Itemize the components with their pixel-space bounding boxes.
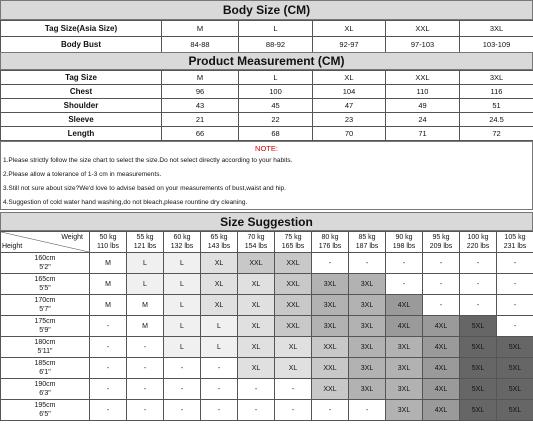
product-cell: 96 [162,85,239,99]
suggestion-cell: - [423,274,460,295]
product-cell: 24.5 [460,113,533,127]
notes-title: NOTE: [255,144,278,153]
suggestion-cell: - [497,316,533,337]
suggestion-cell: XL [201,274,238,295]
height-cm: 195cm [34,402,56,409]
product-size: XXL [386,71,460,85]
body-bust-row [1,37,533,53]
product-cell: 43 [162,99,239,113]
product-shoulder-row [1,99,533,113]
suggestion-row [1,316,533,337]
suggestion-cell: XL [275,337,312,358]
suggestion-cell: 4XL [386,295,423,316]
suggestion-cell: 5XL [460,400,497,421]
body-bust-label: Body Bust [1,37,162,53]
suggestion-cell: XXL [312,379,349,400]
weight-height-corner [1,232,90,253]
product-cell: 45 [239,99,313,113]
suggestion-cell: - [238,379,275,400]
suggestion-cell: - [460,274,497,295]
product-chest-row [1,85,533,99]
height-ft: 5'2" [39,264,51,271]
suggestion-cell: 5XL [497,337,533,358]
suggestion-cell: 5XL [460,358,497,379]
suggestion-cell: XL [238,337,275,358]
suggestion-cell: M [90,253,127,274]
body-size-size: M [162,21,239,37]
product-cell: 51 [460,99,533,113]
body-bust-value: 103-109 [460,37,533,53]
height-cell [1,400,90,421]
height-cm: 185cm [34,360,56,367]
suggestion-cell: L [164,316,201,337]
product-cell: 22 [239,113,313,127]
weight-header: 75 kg 165 lbs [275,232,312,253]
height-cm: 180cm [34,339,56,346]
suggestion-cell: XXL [312,337,349,358]
suggestion-cell: XXL [238,253,275,274]
suggestion-cell: - [497,274,533,295]
height-cm: 160cm [34,255,56,262]
height-cell [1,316,90,337]
suggestion-cell: - [312,253,349,274]
suggestion-cell: 3XL [386,337,423,358]
suggestion-cell: 3XL [349,295,386,316]
suggestion-cell: - [423,253,460,274]
suggestion-cell: - [164,358,201,379]
suggestion-cell: 4XL [423,358,460,379]
suggestion-cell: 5XL [497,400,533,421]
suggestion-cell: M [127,316,164,337]
height-ft: 5'11" [37,348,53,355]
body-bust-value: 88-92 [239,37,313,53]
weight-header: 85 kg 187 lbs [349,232,386,253]
suggestion-cell: 5XL [460,337,497,358]
product-cell: 21 [162,113,239,127]
suggestion-cell: 3XL [349,316,386,337]
product-cell: 49 [386,99,460,113]
suggestion-cell: 5XL [497,358,533,379]
suggestion-cell: XL [238,295,275,316]
suggestion-cell: 4XL [423,337,460,358]
body-size-header-row [1,21,533,37]
note-line: 4.Suggestion of cold water hand washing,do not bleach,please rountine dry cleaning. [3,199,248,206]
product-size: M [162,71,239,85]
suggestion-cell: - [164,379,201,400]
suggestion-row [1,379,533,400]
suggestion-cell: XXL [275,253,312,274]
suggestion-cell: M [90,274,127,295]
suggestion-cell: - [127,400,164,421]
product-row-label: Shoulder [1,99,162,113]
height-ft: 6'5" [39,411,51,418]
suggestion-cell: - [386,253,423,274]
suggestion-cell: XL [238,274,275,295]
suggestion-title: Size Suggestion [0,212,533,231]
weight-header: 70 kg 154 lbs [238,232,275,253]
suggestion-cell: - [497,253,533,274]
weight-header: 60 kg 132 lbs [164,232,201,253]
suggestion-cell: 5XL [460,379,497,400]
suggestion-row [1,337,533,358]
suggestion-cell: M [90,295,127,316]
suggestion-row [1,295,533,316]
product-cell: 70 [313,127,386,141]
suggestion-cell: 3XL [312,295,349,316]
product-cell: 47 [313,99,386,113]
product-sleeve-row [1,113,533,127]
height-cm: 165cm [34,276,56,283]
weight-header: 55 kg 121 lbs [127,232,164,253]
suggestion-cell: XXL [312,358,349,379]
suggestion-cell: - [90,379,127,400]
height-cell [1,337,90,358]
suggestion-cell: - [127,358,164,379]
body-size-title: Body Size (CM) [0,0,533,20]
suggestion-cell: XXL [275,316,312,337]
product-cell: 72 [460,127,533,141]
body-size-size: L [239,21,313,37]
suggestion-cell: - [312,400,349,421]
suggestion-cell: XL [238,358,275,379]
suggestion-table [0,231,533,421]
weight-header: 90 kg 198 lbs [386,232,423,253]
weight-label: Weight [61,234,83,241]
suggestion-cell: - [460,295,497,316]
suggestion-cell: - [201,379,238,400]
height-cell [1,358,90,379]
suggestion-cell: 3XL [349,274,386,295]
notes-box [0,141,533,210]
product-length-row [1,127,533,141]
suggestion-cell: - [201,358,238,379]
height-ft: 6'1" [39,369,51,376]
body-size-size: 3XL [460,21,533,37]
suggestion-cell: 3XL [312,316,349,337]
suggestion-cell: - [90,316,127,337]
product-header-row [1,71,533,85]
product-title: Product Measurement (CM) [0,52,533,70]
note-line: 3.Still not sure about size?We'd love to advise based on your measurements of bust,waist and hip. [3,185,286,192]
suggestion-cell: L [201,337,238,358]
weight-header: 105 kg 231 lbs [497,232,533,253]
suggestion-cell: - [275,400,312,421]
height-cell [1,253,90,274]
suggestion-cell: 3XL [349,358,386,379]
body-size-size: XL [313,21,386,37]
suggestion-cell: L [164,295,201,316]
suggestion-cell: 4XL [423,379,460,400]
suggestion-cell: - [127,379,164,400]
suggestion-cell: XXL [275,295,312,316]
suggestion-cell: 3XL [386,358,423,379]
suggestion-cell: - [90,400,127,421]
product-cell: 116 [460,85,533,99]
suggestion-cell: L [164,274,201,295]
suggestion-cell: XL [238,316,275,337]
product-cell: 66 [162,127,239,141]
suggestion-cell: XL [275,358,312,379]
height-cell [1,379,90,400]
suggestion-row [1,358,533,379]
suggestion-cell: 3XL [349,337,386,358]
product-cell: 104 [313,85,386,99]
suggestion-cell: - [164,400,201,421]
suggestion-cell: 3XL [386,379,423,400]
body-size-size: XXL [386,21,460,37]
suggestion-cell: XL [201,253,238,274]
suggestion-cell: L [164,337,201,358]
suggestion-row [1,400,533,421]
height-cm: 175cm [34,318,56,325]
product-cell: 71 [386,127,460,141]
suggestion-cell: - [423,295,460,316]
weight-header: 50 kg 110 lbs [90,232,127,253]
suggestion-cell: - [127,337,164,358]
suggestion-cell: L [164,253,201,274]
weight-header: 100 kg 220 lbs [460,232,497,253]
body-bust-value: 92-97 [313,37,386,53]
body-bust-value: 97-103 [386,37,460,53]
suggestion-cell: 5XL [460,316,497,337]
suggestion-cell: - [201,400,238,421]
suggestion-cell: L [127,274,164,295]
product-size: L [239,71,313,85]
product-cell: 110 [386,85,460,99]
suggestion-cell: - [90,358,127,379]
suggestion-cell: - [275,379,312,400]
suggestion-cell: - [90,337,127,358]
note-line: 2.Please allow a tolerance of 1-3 cm in measurements. [3,171,162,178]
height-cell [1,295,90,316]
height-label: Height [2,243,23,250]
suggestion-cell: 5XL [497,379,533,400]
product-table [0,70,533,141]
suggestion-row [1,253,533,274]
suggestion-cell: M [127,295,164,316]
note-line: 1.Please strictly follow the size chart to select the size.Do not select directly according to your habits. [3,157,293,164]
body-size-header-label: Tag Size(Asia Size) [1,21,162,37]
product-size: XL [313,71,386,85]
suggestion-cell: 4XL [386,316,423,337]
suggestion-cell: - [349,253,386,274]
height-ft: 5'7" [39,306,51,313]
suggestion-cell: 3XL [312,274,349,295]
product-cell: 23 [313,113,386,127]
suggestion-cell: 4XL [423,316,460,337]
suggestion-row [1,274,533,295]
height-cell [1,274,90,295]
suggestion-cell: 3XL [386,400,423,421]
suggestion-header-row [1,232,533,253]
product-header-label: Tag Size [1,71,162,85]
suggestion-cell: 3XL [349,379,386,400]
product-row-label: Length [1,127,162,141]
suggestion-cell: 4XL [423,400,460,421]
suggestion-cell: L [127,253,164,274]
height-ft: 5'9" [39,327,51,334]
product-size: 3XL [460,71,533,85]
suggestion-cell: - [238,400,275,421]
weight-header: 65 kg 143 lbs [201,232,238,253]
weight-header: 80 kg 176 lbs [312,232,349,253]
height-ft: 5'5" [39,285,51,292]
suggestion-cell: L [201,316,238,337]
weight-header: 95 kg 209 lbs [423,232,460,253]
product-row-label: Chest [1,85,162,99]
body-bust-value: 84-88 [162,37,239,53]
height-cm: 170cm [34,297,56,304]
product-row-label: Sleeve [1,113,162,127]
suggestion-cell: XXL [275,274,312,295]
product-cell: 100 [239,85,313,99]
product-cell: 68 [239,127,313,141]
suggestion-cell: XL [201,295,238,316]
suggestion-cell: - [460,253,497,274]
height-cm: 190cm [34,381,56,388]
product-cell: 24 [386,113,460,127]
suggestion-cell: - [497,295,533,316]
suggestion-cell: - [386,274,423,295]
body-size-table [0,20,533,53]
height-ft: 6'3" [39,390,51,397]
suggestion-cell: - [349,400,386,421]
